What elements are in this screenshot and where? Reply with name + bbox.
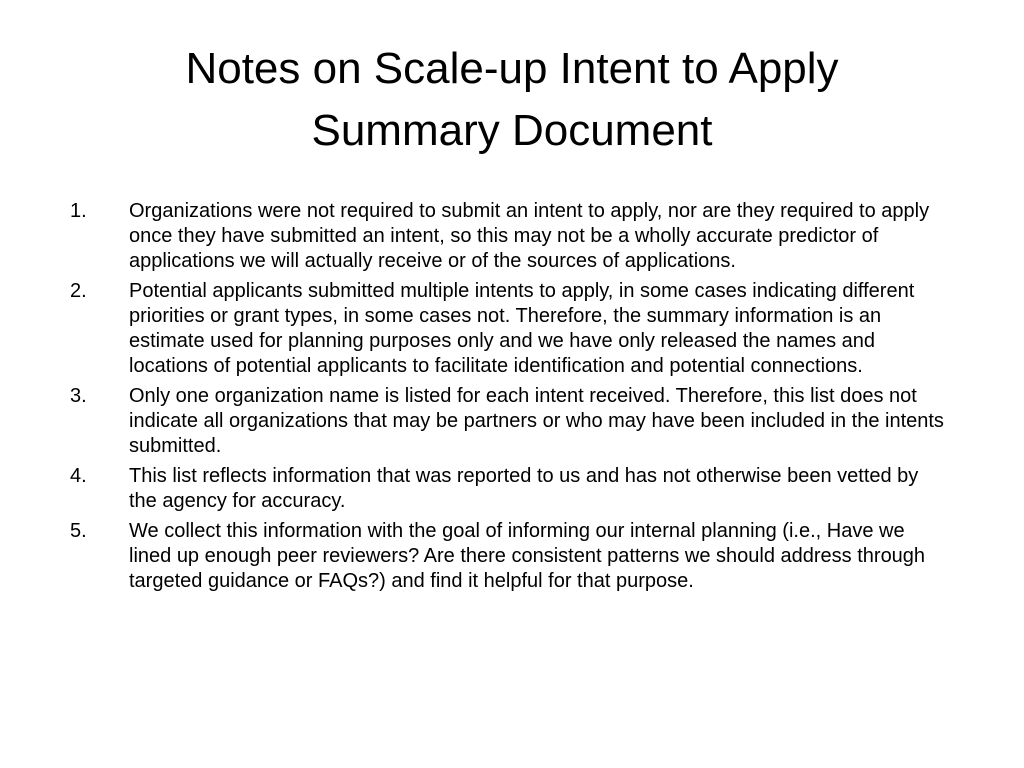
note-item — [70, 464, 950, 514]
note-text: This list reflects information that was reported to us and has not otherwise been vetted by the agency for accuracy. — [129, 465, 919, 512]
note-item — [70, 519, 950, 594]
slide-title — [70, 38, 954, 162]
notes-list — [70, 199, 950, 599]
note-number: 4. — [70, 465, 87, 487]
note-number: 1. — [70, 200, 87, 222]
note-item — [70, 199, 950, 274]
note-item — [70, 279, 950, 379]
slide-title-line-1: Notes on Scale-up Intent to Apply — [185, 44, 839, 93]
note-text: We collect this information with the goal of informing our internal planning (i.e., Have we lined up enough peer reviewers? Are there consistent patterns we should address through targeted guidance or FAQs?) and find it helpful for that purpose. — [129, 520, 926, 592]
note-number: 3. — [70, 385, 87, 407]
note-text: Potential applicants submitted multiple intents to apply, in some cases indicating different priorities or grant types, in some cases not. Therefore, the summary information is an estimate used for planning purposes only and we have only released the names and locations of potential applicants to facilitate identification and potential connections. — [129, 280, 915, 377]
note-number: 5. — [70, 520, 87, 542]
slide-title-line-2: Summary Document — [311, 106, 713, 155]
note-text: Only one organization name is listed for each intent received. Therefore, this list does not indicate all organizations that may be partners or who may have been included in the intents submitted. — [129, 385, 944, 457]
note-item — [70, 384, 950, 459]
note-text: Organizations were not required to submit an intent to apply, nor are they required to apply once they have submitted an intent, so this may not be a wholly accurate predictor of applications we will actually receive or of the sources of applications. — [129, 200, 930, 272]
note-number: 2. — [70, 280, 87, 302]
